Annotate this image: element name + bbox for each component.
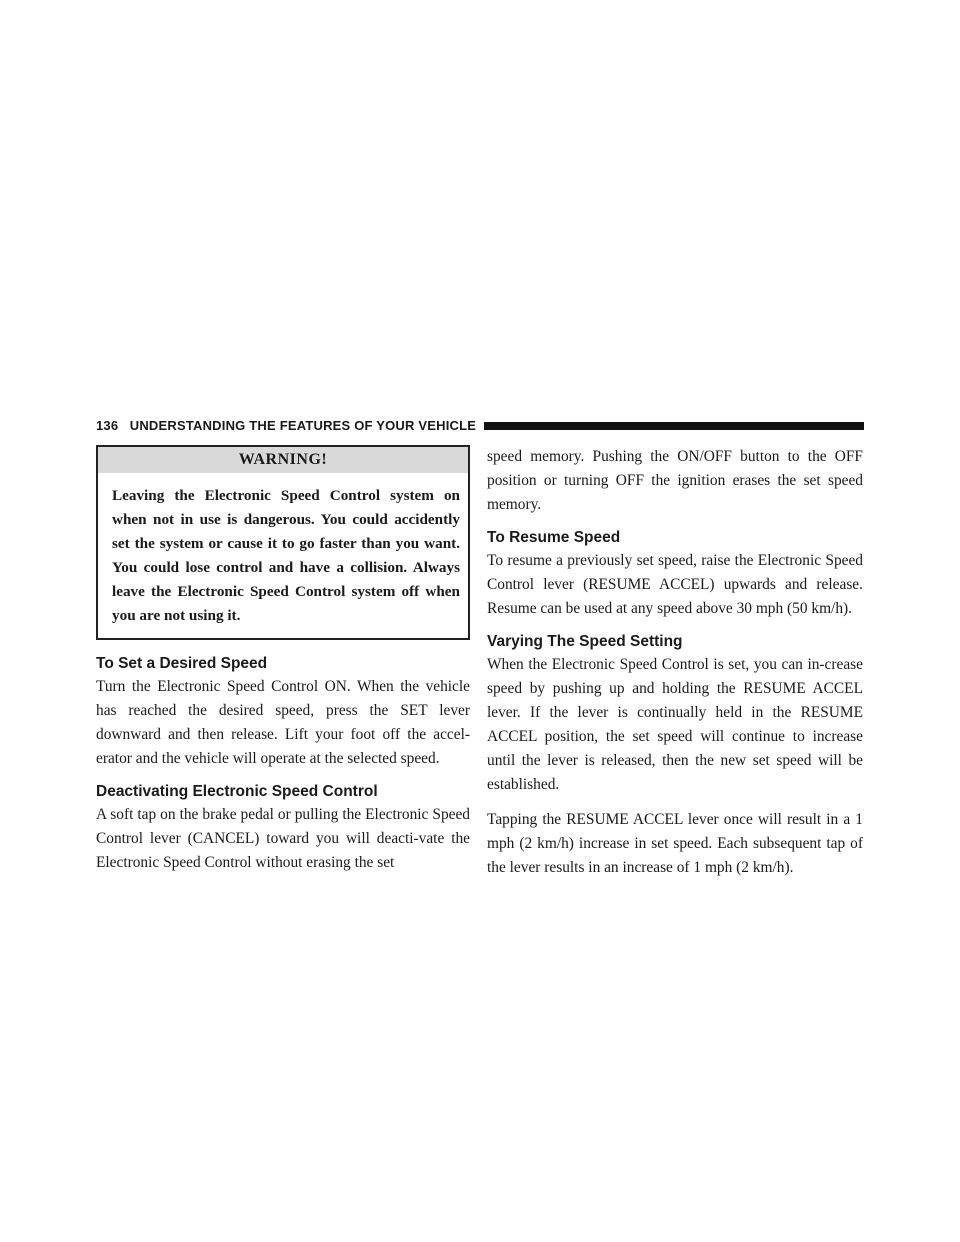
paragraph-set-speed: Turn the Electronic Speed Control ON. When the vehicle has reached the desired speed, press the SET lever downward and then release. Lift your foot off the accel-erator and the vehicle will operate at the selected speed. — [96, 678, 470, 767]
paragraph-varying-1: When the Electronic Speed Control is set, you can in-crease speed by pushing up and holding the RESUME ACCEL lever. If the lever is continually held in the RESUME ACCEL position, the set speed will continue to increase until the lever is released, then the new set speed will be established. — [487, 656, 863, 793]
warning-title: WARNING! — [98, 447, 468, 473]
paragraph-varying-2: Tapping the RESUME ACCEL lever once will result in a 1 mph (2 km/h) increase in set speed. Each subsequent tap of the lever results in an increase of 1 mph (2 km/h). — [487, 811, 863, 876]
heading-deactivating: Deactivating Electronic Speed Control — [96, 783, 378, 800]
warning-text: Leaving the Electronic Speed Control system on when not in use is dangerous. You could accidently set the system or cause it to go faster than you want. You could lose control and have a collision. Always leave the Electronic Speed Control system off when you are not using it. — [112, 487, 460, 624]
paragraph-deactivating: A soft tap on the brake pedal or pulling the Electronic Speed Control lever (CANCEL) toward you will deacti-vate the Electronic Speed Control without erasing the set — [96, 806, 470, 871]
heading-resume: To Resume Speed — [487, 529, 621, 546]
warning-box — [96, 445, 470, 640]
page-number: 136 — [96, 418, 119, 433]
page-header — [96, 416, 864, 436]
chapter-title: UNDERSTANDING THE FEATURES OF YOUR VEHICLE — [129, 418, 477, 433]
paragraph-resume: To resume a previously set speed, raise the Electronic Speed Control lever (RESUME ACCEL) upwards and release. Resume can be used at any speed above 30 mph (50 km/h). — [487, 552, 863, 617]
header-text — [96, 418, 484, 433]
left-column — [96, 445, 470, 886]
heading-set-speed: To Set a Desired Speed — [96, 655, 268, 672]
heading-varying: Varying The Speed Setting — [487, 633, 683, 650]
header-rule — [456, 422, 864, 430]
right-column — [487, 445, 863, 891]
paragraph-deactivating-continued: speed memory. Pushing the ON/OFF button to the OFF position or turning OFF the ignition erases the set speed memory. — [487, 448, 863, 513]
